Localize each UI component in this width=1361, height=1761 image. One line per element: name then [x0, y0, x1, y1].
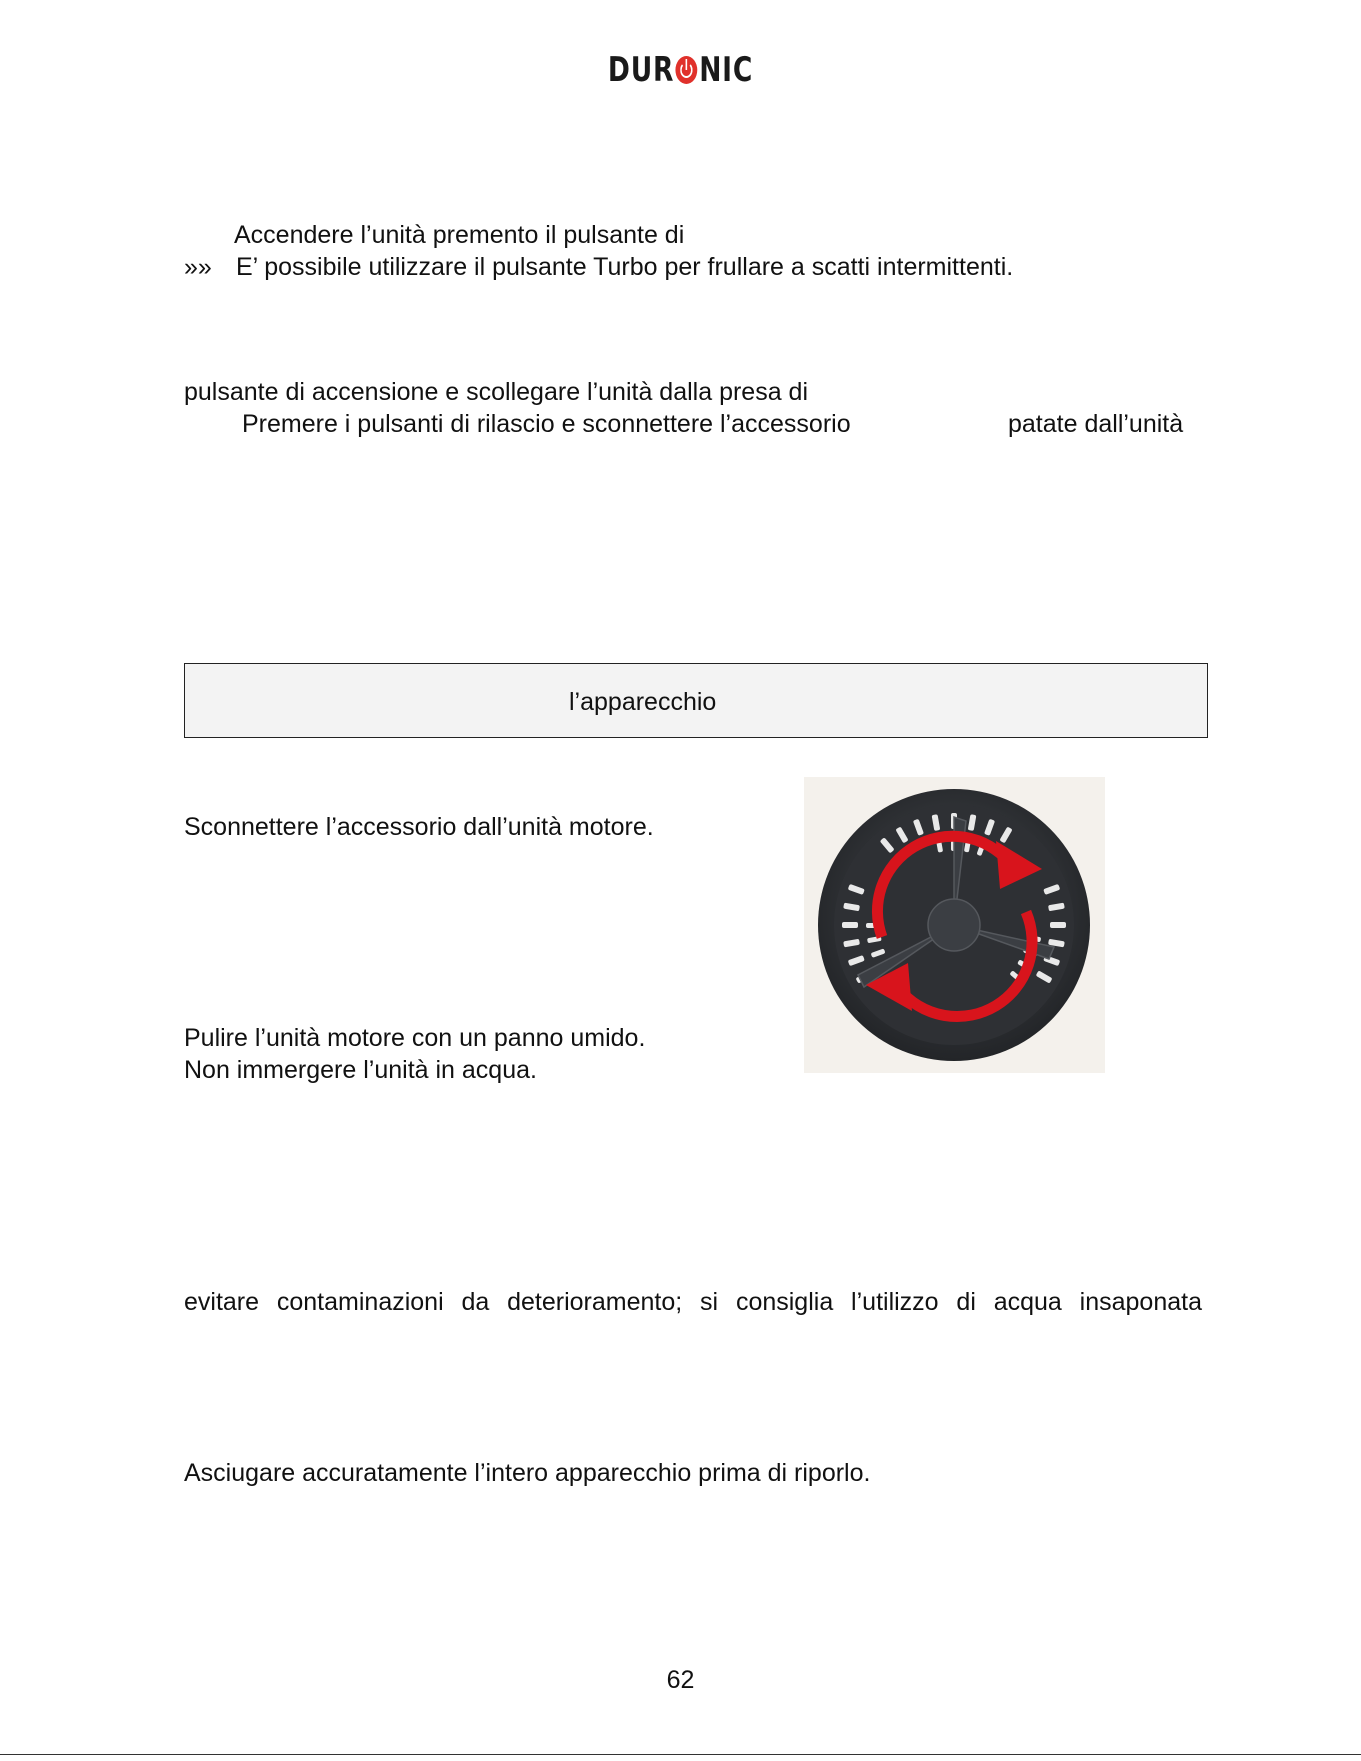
instruction-line-2: E’ possibile utilizzare il pulsante Turbo per frullare a scatti intermittenti.	[236, 253, 1014, 281]
cleaning-step-3: evitare contaminazioni da deterioramento; si consiglia l’utilizzo di acqua insaponata	[184, 1288, 1202, 1316]
instruction-line-4b: patate dall’unità	[1008, 410, 1184, 438]
bullet-marker: »»	[184, 253, 212, 281]
bottom-rule	[0, 1754, 1361, 1755]
cleaning-step-2b: Non immergere l’unità in acqua.	[184, 1056, 537, 1084]
instruction-line-1: Accendere l’unità premento il pulsante di	[234, 221, 685, 249]
instruction-line-3: pulsante di accensione e scollegare l’unità dalla presa di	[184, 378, 809, 406]
instruction-line-4a: Premere i pulsanti di rilascio e sconnettere l’accessorio	[242, 410, 851, 438]
cleaning-step-1: Sconnettere l’accessorio dall’unità motore.	[184, 813, 654, 841]
brand-logo	[150, 50, 1212, 90]
page-number: 62	[666, 1666, 695, 1694]
cleaning-step-4: Asciugare accuratamente l’intero apparecchio prima di riporlo.	[184, 1459, 871, 1487]
logo-text-right: NIC	[699, 50, 754, 90]
logo-text-left: DUR	[607, 50, 675, 90]
cutting-disc-image	[804, 777, 1105, 1073]
section-heading-label: l’apparecchio	[569, 688, 717, 716]
cleaning-step-2a: Pulire l’unità motore con un panno umido.	[184, 1024, 646, 1052]
power-icon	[676, 56, 698, 84]
